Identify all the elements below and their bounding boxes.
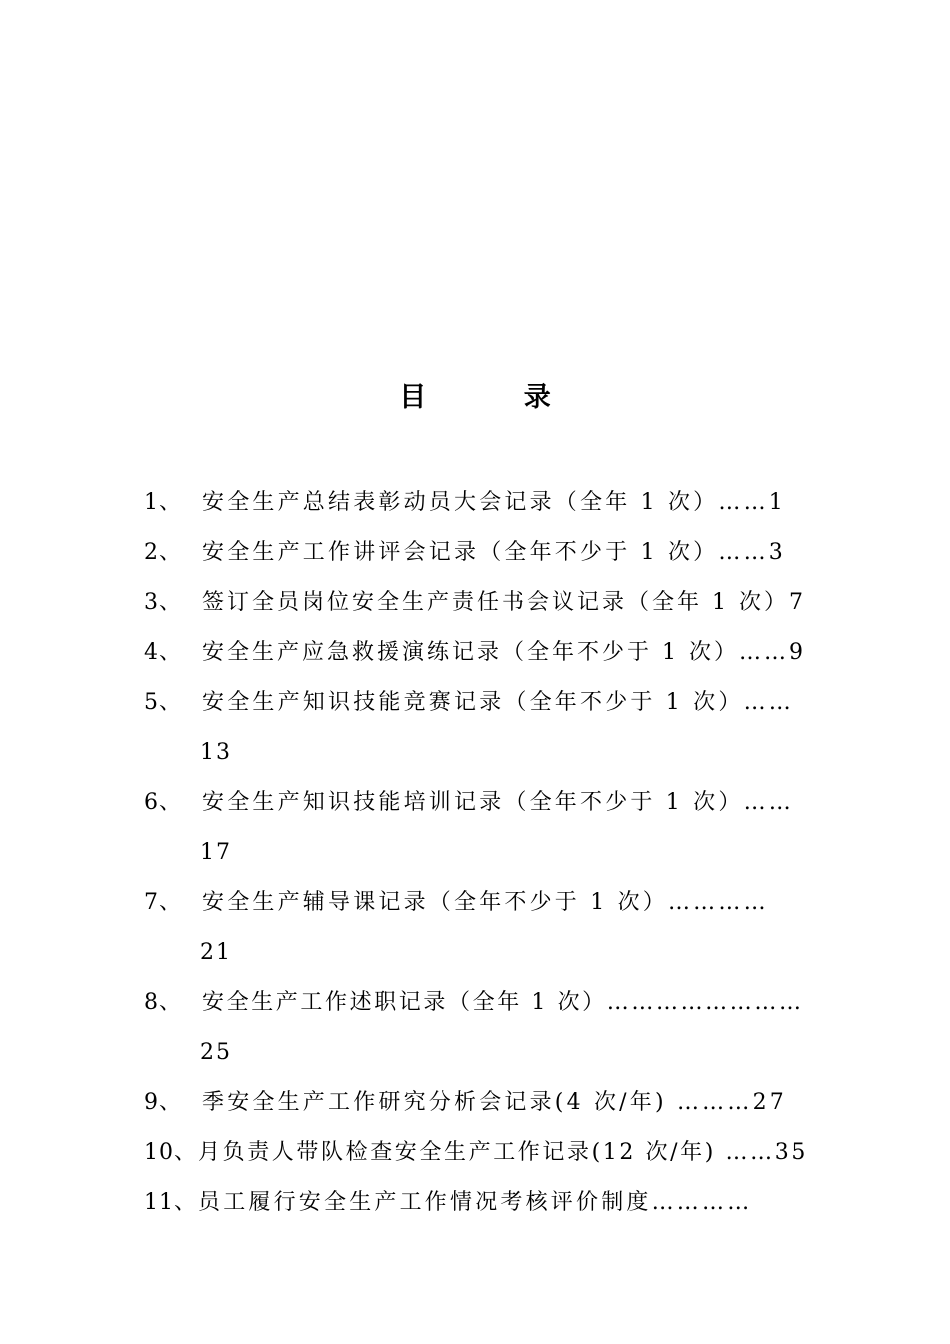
toc-entry-number: 5、 xyxy=(144,690,182,715)
page-title: 目 录 xyxy=(399,382,595,413)
toc-entry-text: 安全生产知识技能培训记录（全年不少于 1 次）…… xyxy=(202,790,794,815)
toc-entry-number: 3、 xyxy=(144,590,182,615)
toc-entry-number: 4、 xyxy=(144,640,182,665)
toc-entry-text: 安全生产工作述职记录（全年 1 次）…………………… xyxy=(202,990,804,1015)
toc-entry-page-number: 13 xyxy=(200,740,232,765)
toc-entry-number: 8、 xyxy=(144,990,182,1015)
toc-entry xyxy=(144,778,808,828)
toc-entry-text: 月负责人带队检查安全生产工作记录(12 次/年) ……35 xyxy=(198,1140,808,1165)
toc-entry-number: 1、 xyxy=(144,490,182,515)
toc-list xyxy=(144,478,808,1228)
toc-entry xyxy=(144,678,808,728)
toc-entry-number: 7、 xyxy=(144,890,182,915)
toc-entry xyxy=(144,978,808,1028)
toc-entry xyxy=(144,628,808,678)
toc-entry xyxy=(144,1078,808,1128)
toc-entry xyxy=(144,528,808,578)
toc-entry-text: 季安全生产工作研究分析会记录(4 次/年) ………27 xyxy=(202,1090,787,1115)
toc-entry-text: 安全生产辅导课记录（全年不少于 1 次）………… xyxy=(202,890,769,915)
toc-entry-text: 签订全员岗位安全生产责任书会议记录（全年 1 次）7 xyxy=(202,590,806,615)
toc-entry xyxy=(144,1128,808,1178)
toc-entry-number: 10、 xyxy=(144,1140,197,1165)
toc-entry-number: 11、 xyxy=(144,1190,197,1215)
toc-entry-number: 6、 xyxy=(144,790,182,815)
toc-entry-page-number: 25 xyxy=(200,1040,232,1065)
toc-entry-page-number: 21 xyxy=(200,940,232,965)
toc-entry-text: 安全生产总结表彰动员大会记录（全年 1 次）……1 xyxy=(202,490,786,515)
toc-entry xyxy=(144,878,808,928)
toc-entry-page xyxy=(144,928,808,978)
toc-entry-page-number: 17 xyxy=(200,840,232,865)
toc-entry xyxy=(144,578,808,628)
toc-entry xyxy=(144,1178,808,1228)
toc-entry-page xyxy=(144,728,808,778)
toc-entry-number: 9、 xyxy=(144,1090,182,1115)
toc-entry xyxy=(144,478,808,528)
toc-entry-text: 员工履行安全生产工作情况考核评价制度………… xyxy=(198,1190,753,1215)
toc-entry-text: 安全生产工作讲评会记录（全年不少于 1 次）……3 xyxy=(202,540,786,565)
toc-entry-text: 安全生产应急救援演练记录（全年不少于 1 次）……9 xyxy=(202,640,806,665)
toc-entry-text: 安全生产知识技能竞赛记录（全年不少于 1 次）…… xyxy=(202,690,794,715)
toc-entry-page xyxy=(144,1028,808,1078)
toc-entry-number: 2、 xyxy=(144,540,182,565)
toc-entry-page xyxy=(144,828,808,878)
